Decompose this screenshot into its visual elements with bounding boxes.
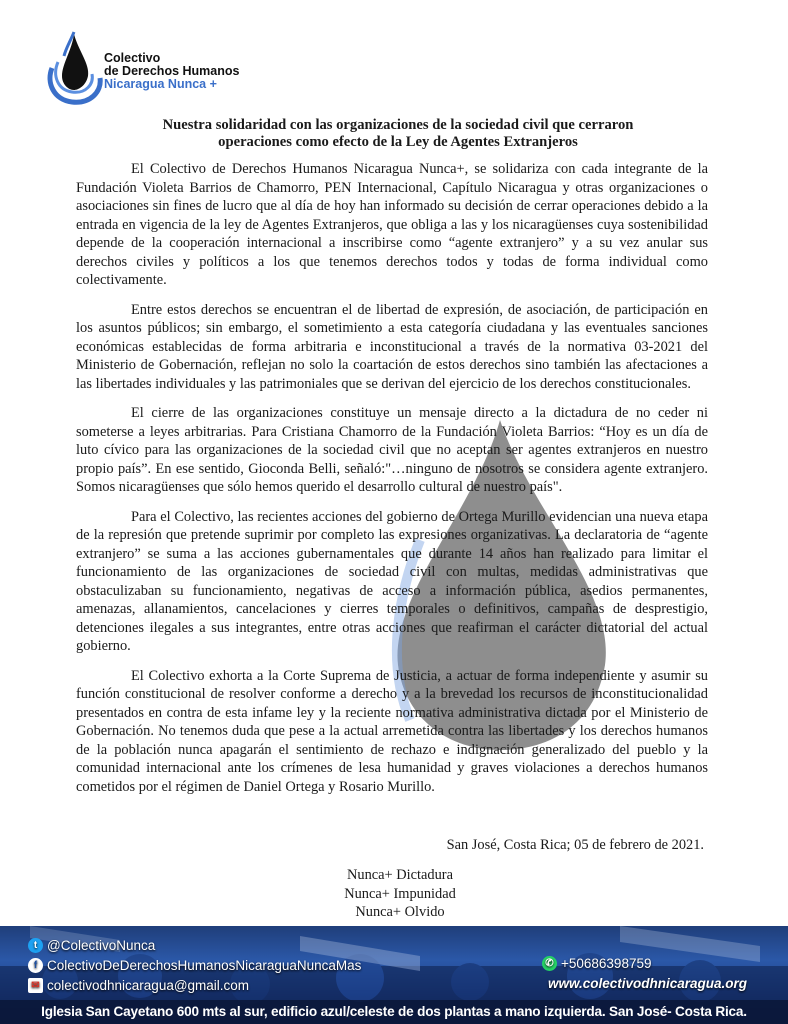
paragraph: Entre estos derechos se encuentran el de libertad de expresión, de asociación, de participación en los asuntos públicos; sin embargo, el sometimiento a esta categoría ciudadana y las eventuales sanciones económicas establecidas de forma arbitraria e inconstitucional a través de la normativa 03-2021 del Ministerio de Gobernación, reflejan no solo la coartación de estos derechos sino también las afectaciones a las libertades individuales y las patrimoniales que se derivan del ejercicio de los derechos constitucionales. <box>76 301 708 392</box>
email-icon: ✉ <box>28 978 43 993</box>
facebook-page: ColectivoDeDerechosHumanosNicaraguaNuncaMas <box>47 958 362 973</box>
logo-line-2: de Derechos Humanos <box>104 64 240 78</box>
twitter-handle: @ColectivoNunca <box>47 938 156 953</box>
slogan: Nunca+ Dictadura <box>346 867 453 883</box>
logo-line-1: Colectivo <box>104 51 161 65</box>
document-body <box>76 160 708 807</box>
whatsapp-contact[interactable] <box>542 956 651 971</box>
email-contact[interactable] <box>28 978 249 993</box>
title-line-1: Nuestra solidaridad con las organizaciones de la sociedad civil que cerraron <box>162 117 634 133</box>
slogan: Nunca+ Impunidad <box>344 885 456 902</box>
slogan: Nunca+ Olvido <box>355 904 445 920</box>
paragraph: El cierre de las organizaciones constituye un mensaje directo a la dictadura de no ceder ni someterse a leyes arbitrarias. Para Cristiana Chamorro de la Fundación Violeta Barrios: “Hoy es un día de luto cívico para las organizaciones de la sociedad civil que no aceptan ser agentes extranjeros en nuestro propio país”. En ese sentido, Gioconda Belli, señaló:"…ninguno de nosotros se considera agente extranjero. Somos nicaragüenses que sólo hemos querido el desarrollo cultural de nuestro país". <box>76 405 708 495</box>
organization-logo <box>44 28 244 108</box>
dateline: San José, Costa Rica; 05 de febrero de 2021. <box>446 837 704 853</box>
whatsapp-number: +50686398759 <box>561 956 652 971</box>
document-title <box>120 117 676 151</box>
website-url: www.colectivodhnicaragua.org <box>548 976 748 991</box>
facebook-contact[interactable] <box>28 958 361 973</box>
drop-logo-icon <box>44 28 106 106</box>
slogans <box>300 866 500 922</box>
paragraph: El Colectivo exhorta a la Corte Suprema de Justicia, a actuar de forma independiente y asumir su función constitucional de resolver conforme a derecho y a la brevedad los recursos de inconstitucionalidad presentados en contra de esta infame ley y la reciente normativa administrativa dictada por el Ministerio de Gobernación. No tenemos duda que pese a la actual arremetida contra las libertades y los derechos humanos de la población nunca apagarán el sentimiento de rechazo e indignación generalizado del pueblo y la comunidad internacional ante los crímenes de lesa humanidad y graves violaciones a derechos humanos cometidos por el régimen de Daniel Ortega y Rosario Murillo. <box>76 667 708 795</box>
paragraph: El Colectivo de Derechos Humanos Nicaragua Nunca+, se solidariza con cada integrante de la Fundación Violeta Barrios de Chamorro, PEN Internacional, Capítulo Nicaragua y otras organizaciones o asociaciones sin fines de lucro que al día de hoy han informado su decisión de cerrar operaciones debido a la entrada en vigencia de la ley de Agentes Extranjeros, que obliga a las y los nicaragüenses cuya sostenibilidad depende de la cooperación internacional a inscribirse como “agente extranjero” y a su vez anular sus derechos civiles y políticos a los que tenemos derechos todos y todas de forma individual como colectivamente. <box>76 161 708 288</box>
email-address: colectivodhnicaragua@gmail.com <box>47 978 250 993</box>
address-bar: Iglesia San Cayetano 600 mts al sur, edificio azul/celeste de dos plantas a mano izquierda. San José- Costa Rica. <box>0 1000 788 1024</box>
whatsapp-icon: ✆ <box>542 956 557 971</box>
logo-line-3: Nicaragua Nunca + <box>104 77 217 91</box>
logo-wordmark <box>104 52 239 91</box>
paragraph: Para el Colectivo, las recientes acciones del gobierno de Ortega Murillo evidencian una nueva etapa de la represión que pretende suprimir por completo las expresiones organizativas. La declaratoria de “agente extranjero” se suma a las acciones gubernamentales que durante 14 años han realizado para limitar el funcionamiento de las organizaciones de sociedad civil con multas, medidas administrativas que obstaculizaban su funcionamiento, negativas de acceso a información pública, asedios permanentes, amenazas, allanamientos, cancelaciones y cierres temporales o definitivos, campañas de desprestigio, detenciones ilegales a sus integrantes, entre otras acciones que reafirman el carácter dictatorial del actual gobierno. <box>76 508 708 654</box>
contact-footer <box>0 926 788 1024</box>
twitter-icon: t <box>28 938 43 953</box>
facebook-icon: f <box>28 958 43 973</box>
website-link[interactable] <box>548 976 747 991</box>
title-line-2: operaciones como efecto de la Ley de Agentes Extranjeros <box>218 134 578 150</box>
twitter-contact[interactable] <box>28 938 155 953</box>
